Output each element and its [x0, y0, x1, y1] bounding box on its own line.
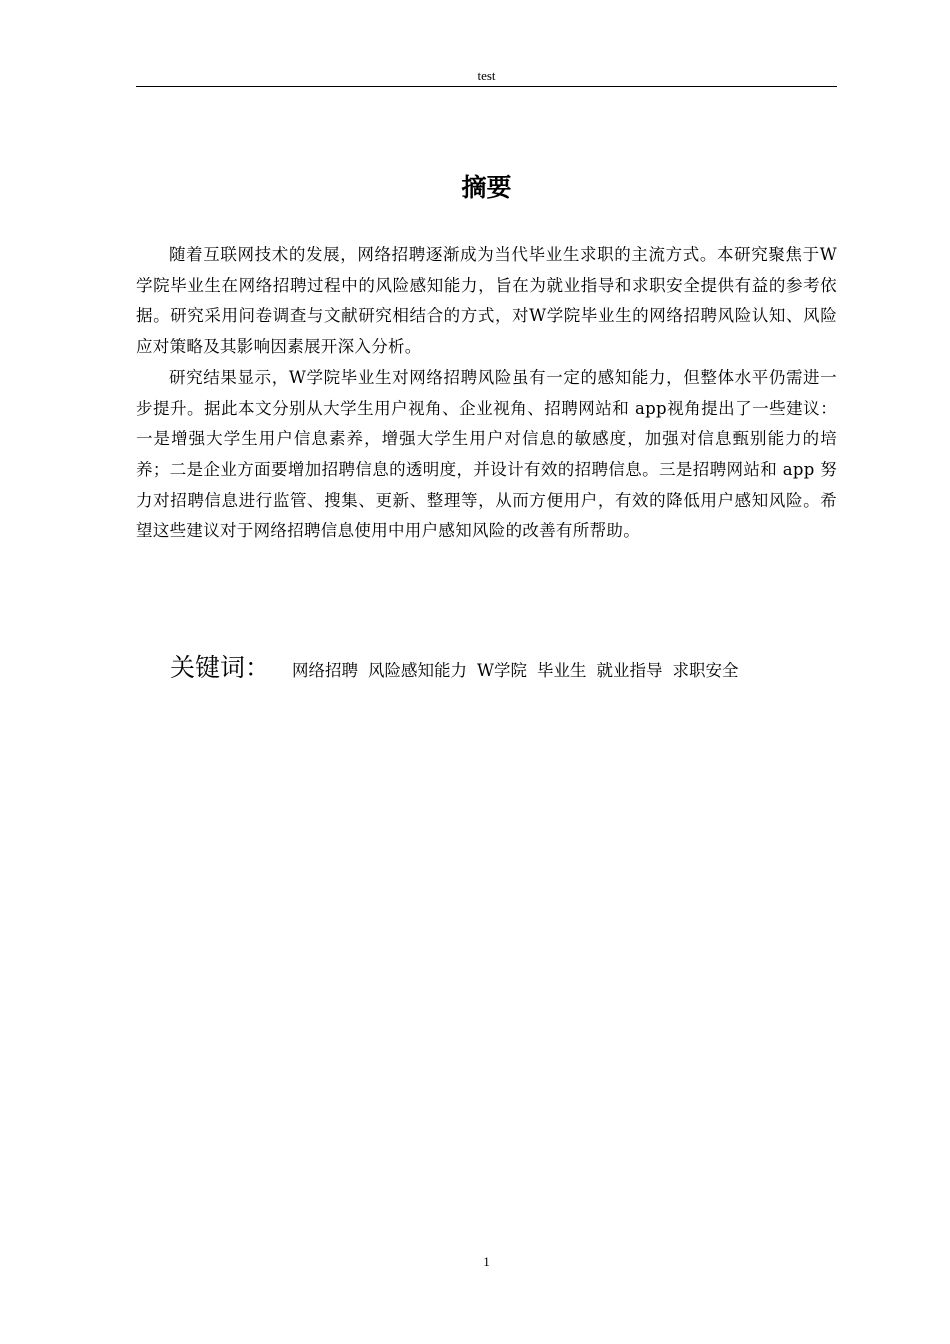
keywords-label: 关键词：	[170, 653, 271, 682]
abstract-paragraph-1: 随着互联网技术的发展，网络招聘逐渐成为当代毕业生求职的主流方式。本研究聚焦于W学院毕业生在网络招聘过程中的风险感知能力，旨在为就业指导和求职安全提供有益的参考依据。研究采用问卷调查与文献研究相结合的方式，对W学院毕业生的网络招聘风险认知、风险应对策略及其影响因素展开深入分析。	[136, 245, 837, 357]
keyword-item: W学院	[477, 661, 527, 680]
page-number: 1	[483, 1254, 490, 1269]
keyword-item: 风险感知能力	[368, 661, 468, 680]
abstract-title: 摘要	[461, 173, 512, 202]
keyword-item: 毕业生	[536, 661, 587, 680]
abstract-body	[136, 240, 837, 547]
keyword-item: 网络招聘	[292, 661, 359, 680]
page-header	[136, 68, 837, 87]
keyword-item: 求职安全	[672, 661, 739, 680]
abstract-paragraph-2: 研究结果显示，W学院毕业生对网络招聘风险虽有一定的感知能力，但整体水平仍需进一步提升。据此本文分别从大学生用户视角、企业视角、招聘网站和 app视角提出了一些建议：一是增强大学生用户信息素养，增强大学生用户对信息的敏感度，加强对信息甄别能力的培养；二是企业方面要增加招聘信息的透明度，并设计有效的招聘信息。三是招聘网站和 app 努力对招聘信息进行监管、搜集、更新、整理等，从而方便用户，有效的降低用户感知风险。希望这些建议对于网络招聘信息使用中用户感知风险的改善有所帮助。	[136, 367, 837, 541]
header-text: test	[477, 68, 496, 83]
keywords-line	[170, 648, 850, 688]
keyword-item: 就业指导	[596, 661, 663, 680]
